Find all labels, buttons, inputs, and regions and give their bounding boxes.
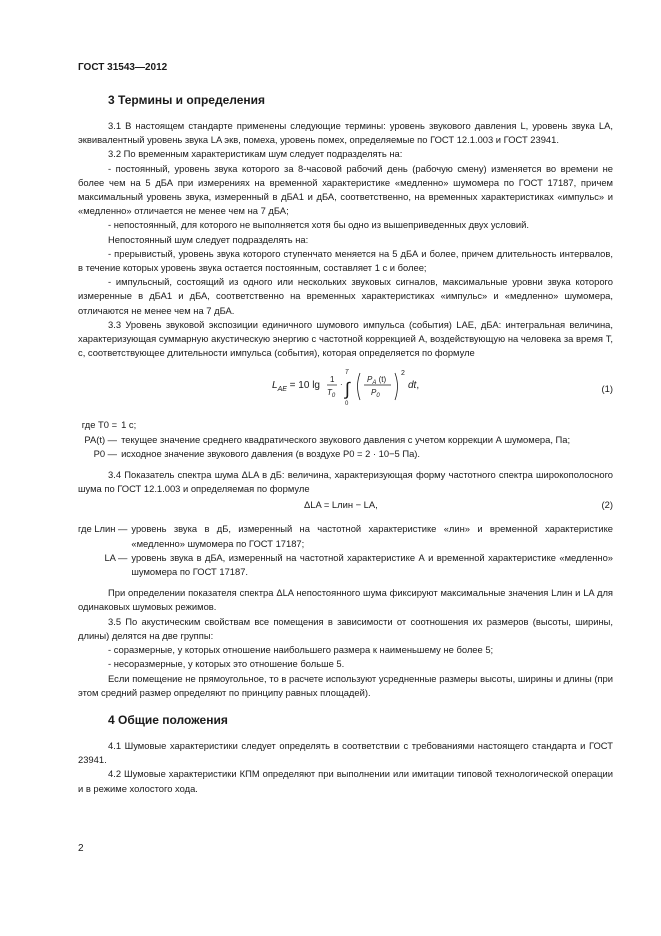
where-symbol: LA —: [104, 551, 128, 563]
svg-text:2: 2: [401, 370, 405, 378]
where-description: 1 с;: [121, 419, 137, 431]
para-3-3: 3.3 Уровень звуковой экспозиции единичного шумового импульса (события) LAE, дБА: интегральная величина, характеризующая суммарную акустическую энергию с частотной коррекцией А, воздействующую на человека за время Т, с, соответствующее длительности импульса (события), которая определяется по формуле: [78, 318, 613, 359]
where-description: исходное значение звукового давления (в воздухе P0 = 2 · 10−5 Па).: [121, 447, 421, 459]
where-description: уровень звука в дБА, измеренный на частотной характеристике А и временной характеристике «медленно» шумомера по ГОСТ 17187.: [131, 551, 613, 578]
para-impulse: - импульсный, состоящий из одного или нескольких звуковых сигналов, максимальные уровни звука которого измеренные в дБА1 и дБА, соответственно на временных характеристиках «импульс» и «медленно» шумомера, отличаются не менее чем на 7 дБА.: [78, 276, 613, 316]
para-disproportional: - несоразмерные, у которых это отношение больше 5.: [108, 658, 345, 670]
para-3-5: 3.5 По акустическим свойствам все помещения в зависимости от соотношения их размеров (высоты, ширины, длины) делятся на две группы:: [78, 615, 613, 641]
where-symbol: где T0 =: [81, 419, 118, 431]
where-item: [78, 522, 613, 550]
section-4-title: 4 Общие положения: [108, 712, 228, 727]
para-3-4: 3.4 Показатель спектра шума ΔLA в дБ: величина, характеризующая форму частотного спектра широкополосного шума по ГОСТ 12.1.003 и определяемая по формуле: [78, 469, 613, 495]
formula-1-number: (1): [601, 383, 613, 395]
where-symbol: P0 —: [93, 447, 118, 459]
page-number: 2: [78, 843, 84, 854]
section-3-title: 3 Термины и определения: [108, 93, 266, 107]
where-item: [78, 551, 613, 579]
para-nonconstant-types: Непостоянный шум следует подразделять на:: [108, 233, 309, 245]
where-item: [78, 447, 613, 461]
where-list-1: [78, 418, 613, 461]
para-nonrectangular: Если помещение не прямоугольное, то в расчете используют усредненные размеры высоты, ширины и длины (при этом средний размер определяют по принципу равных площадей).: [78, 672, 613, 698]
svg-text:·: ·: [340, 380, 343, 390]
svg-text:LAE = 10 lg: $L_{AE} = 10$ lg: [272, 380, 320, 394]
svg-text:P0: $P_0$: [371, 388, 380, 400]
svg-text:T: T: [345, 370, 349, 377]
svg-text:T0: $T_0$: [327, 388, 336, 400]
para-spectrum-note: При определении показателя спектра ΔLA непостоянного шума фиксируют максимальные значения Lлин и LA для одинаковых шумовых режимов.: [78, 587, 613, 613]
where-description: уровень звука в дБ, измеренный на частотной характеристике «лин» и временной характеристике «медленно» шумомера по ГОСТ 17187;: [131, 523, 613, 549]
formula-2: [78, 498, 613, 516]
svg-text:dt,: dt,: [408, 380, 420, 392]
where-list-2: [78, 522, 613, 579]
para-3-2: 3.2 По временным характеристикам шум следует подразделять на:: [108, 148, 403, 160]
para-proportional: - соразмерные, у которых отношение наибольшего размера к наименьшему не более 5;: [108, 644, 494, 656]
formula-1-graphic: [78, 368, 613, 408]
svg-text:PA (t): $P_A$ (t): [367, 375, 387, 387]
body-text: [78, 93, 613, 796]
svg-text:1: 1: [330, 375, 335, 385]
standard-header: ГОСТ 31543—2012: [78, 62, 168, 73]
formula-2-number: (2): [601, 499, 613, 511]
where-description: текущее значение среднего квадратического звукового давления с учетом коррекции А шумомера, Па;: [121, 433, 571, 445]
para-3-1: 3.1 В настоящем стандарте применены следующие термины: уровень звукового давления L, уровень звука LA, эквивалентный уровень звука LA экв, помеха, уровень помех, определяемые по ГОСТ 12.1.003 и ГОСТ 23941.: [78, 120, 613, 146]
svg-text:∫: ∫: [345, 379, 350, 400]
formula-1: [78, 368, 613, 408]
para-intermittent: - прерывистый, уровень звука которого ступенчато меняется на 5 дБА и более, причем длительность интервалов, в течение которых уровень звука остается постоянным, составляет 1 с и более;: [78, 247, 613, 274]
formula-2-text: ΔLA = Lлин − LA,: [304, 499, 378, 511]
svg-text:0: 0: [345, 401, 349, 408]
para-4-2: 4.2 Шумовые характеристики КПМ определяют при выполнении или имитации типовой технологической операции и в режиме холостого хода.: [78, 768, 613, 794]
where-item: [78, 433, 613, 447]
where-symbol: где Lлин —: [78, 523, 128, 535]
where-symbol: PA(t) —: [84, 433, 118, 445]
where-item: [78, 418, 613, 432]
para-constant-noise: - постоянный, уровень звука которого за 8-часовой рабочий день (рабочую смену) изменяется во времени не более чем на 5 дБА при измерениях на временной характеристике «медленно» шумомера по ГОСТ 17187, причем максимальный уровень звука, измеренный в дБА1 и дБА, соответственно, на временных характеристиках «импульс» и «медленно» отличается не менее чем на 7 дБА;: [78, 162, 613, 217]
para-nonconstant-noise: - непостоянный, для которого не выполняется хотя бы одно из вышеприведенных двух условий.: [108, 219, 529, 231]
para-4-1: 4.1 Шумовые характеристики следует определять в соответствии с требованиями настоящего стандарта и ГОСТ 23941.: [78, 739, 613, 766]
